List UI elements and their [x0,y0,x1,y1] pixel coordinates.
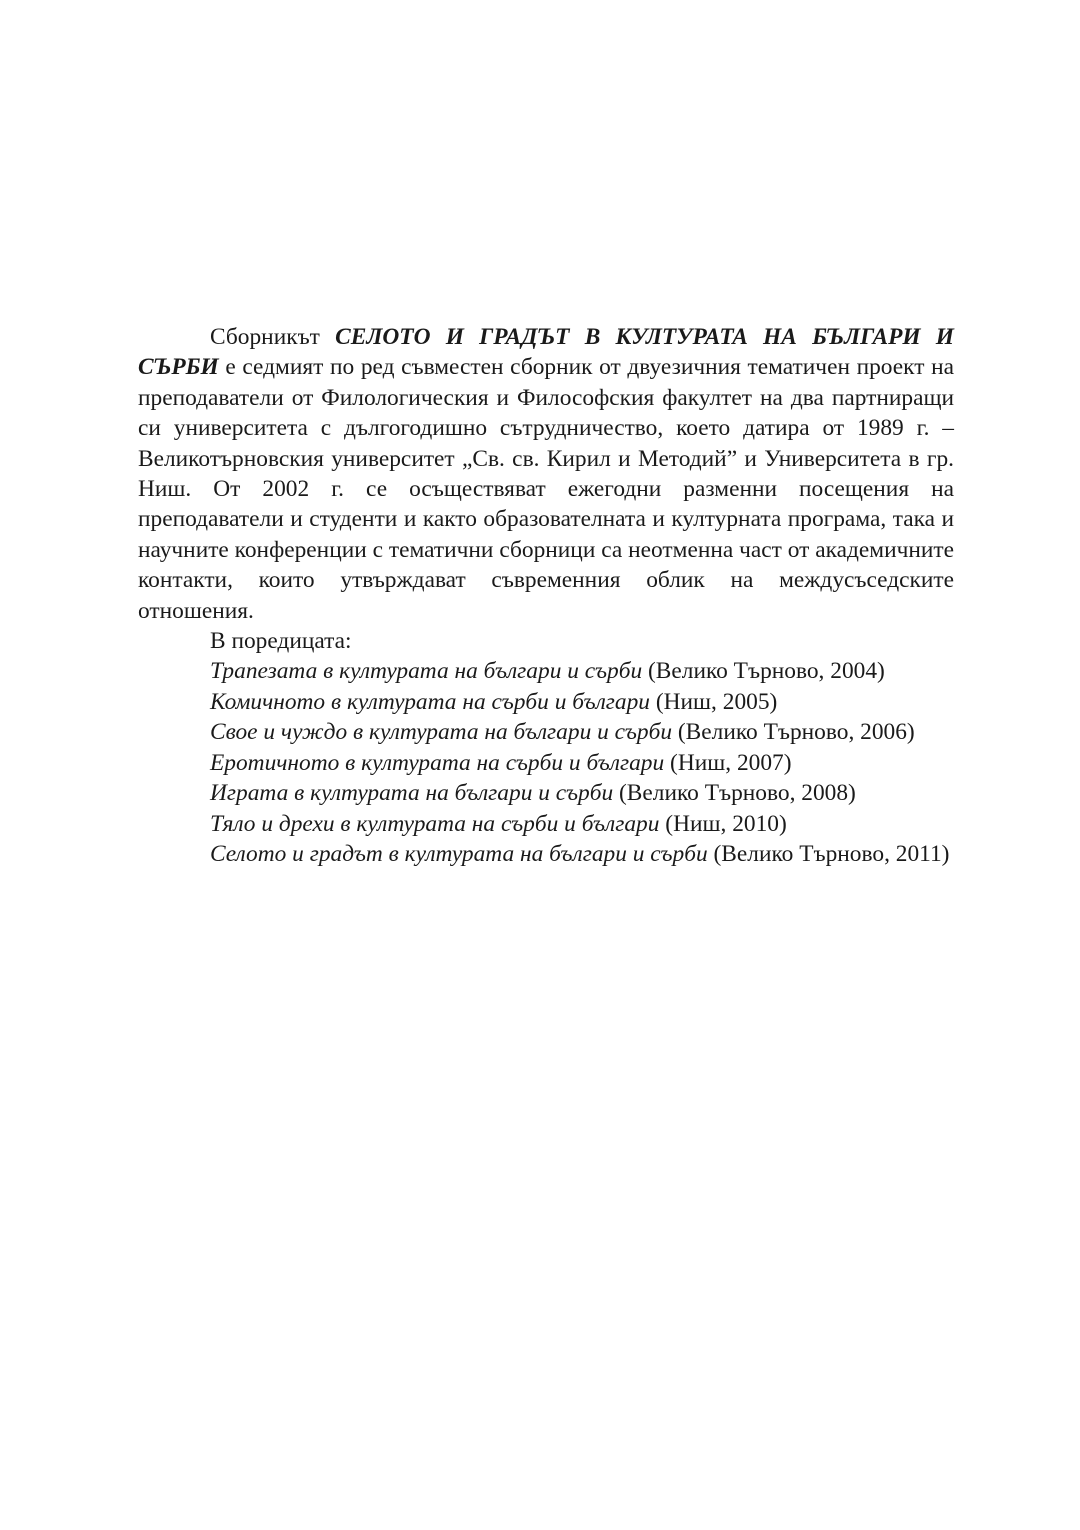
series-item-title: Свое и чуждо в културата на българи и сърби [210,719,673,746]
series-item [210,778,954,808]
text-block [138,322,954,869]
series-list [138,656,954,869]
series-item-title: Играта в културата на българи и сърби [210,780,614,807]
series-item-title: Тяло и дрехи в културата на сърби и българи [210,810,660,837]
series-item [210,809,954,839]
series-item-info: (Велико Търново, 2006) [672,719,915,746]
series-item-info: (Велико Търново, 2011) [707,840,950,867]
series-item [210,656,954,686]
series-item [210,687,954,717]
collection-title: СЕЛОТО И ГРАДЪТ В КУЛТУРАТА НА БЪЛГАРИ И СЪРБИ [138,324,954,381]
intro-lead: Сборникът [210,324,336,350]
series-item-title: Трапезата в културата на българи и сърби [210,658,643,685]
intro-paragraph [138,322,954,626]
series-item-info: (Ниш, 2005) [650,688,778,715]
series-item-info: (Велико Търново, 2008) [613,780,856,807]
series-item-info: (Велико Търново, 2004) [642,658,885,685]
series-item-title: Селото и градът в културата на българи и сърби [210,840,708,867]
intro-body: е седмият по ред съвместен сборник от двуезичния тематичен проект на преподаватели от Филологическия и Философския факултет на два партниращи си университета с дългогодишно сътрудничество, което датира от 1989 г. – Великотърновския университет „Св. св. Кирил и Методий” и Университета в гр. Ниш. От 2002 г. се осъществяват ежегодни разменни посещения на преподаватели и студенти и както образователната и културната програма, така и научните конференции с тематични сборници са неотменна част от академичните контакти, които утвърждават съвременния облик на междусъседските отношения. [138,354,954,624]
series-item [210,717,954,747]
series-item-info: (Ниш, 2010) [659,810,787,837]
series-item-title: Еротичното в културата на сърби и българи [210,749,665,776]
series-item-info: (Ниш, 2007) [664,749,792,776]
series-item [210,748,954,778]
series-item-title: Комичното в културата на сърби и българи [210,688,650,715]
series-item [210,839,954,869]
series-heading: В поредицата: [210,628,352,655]
